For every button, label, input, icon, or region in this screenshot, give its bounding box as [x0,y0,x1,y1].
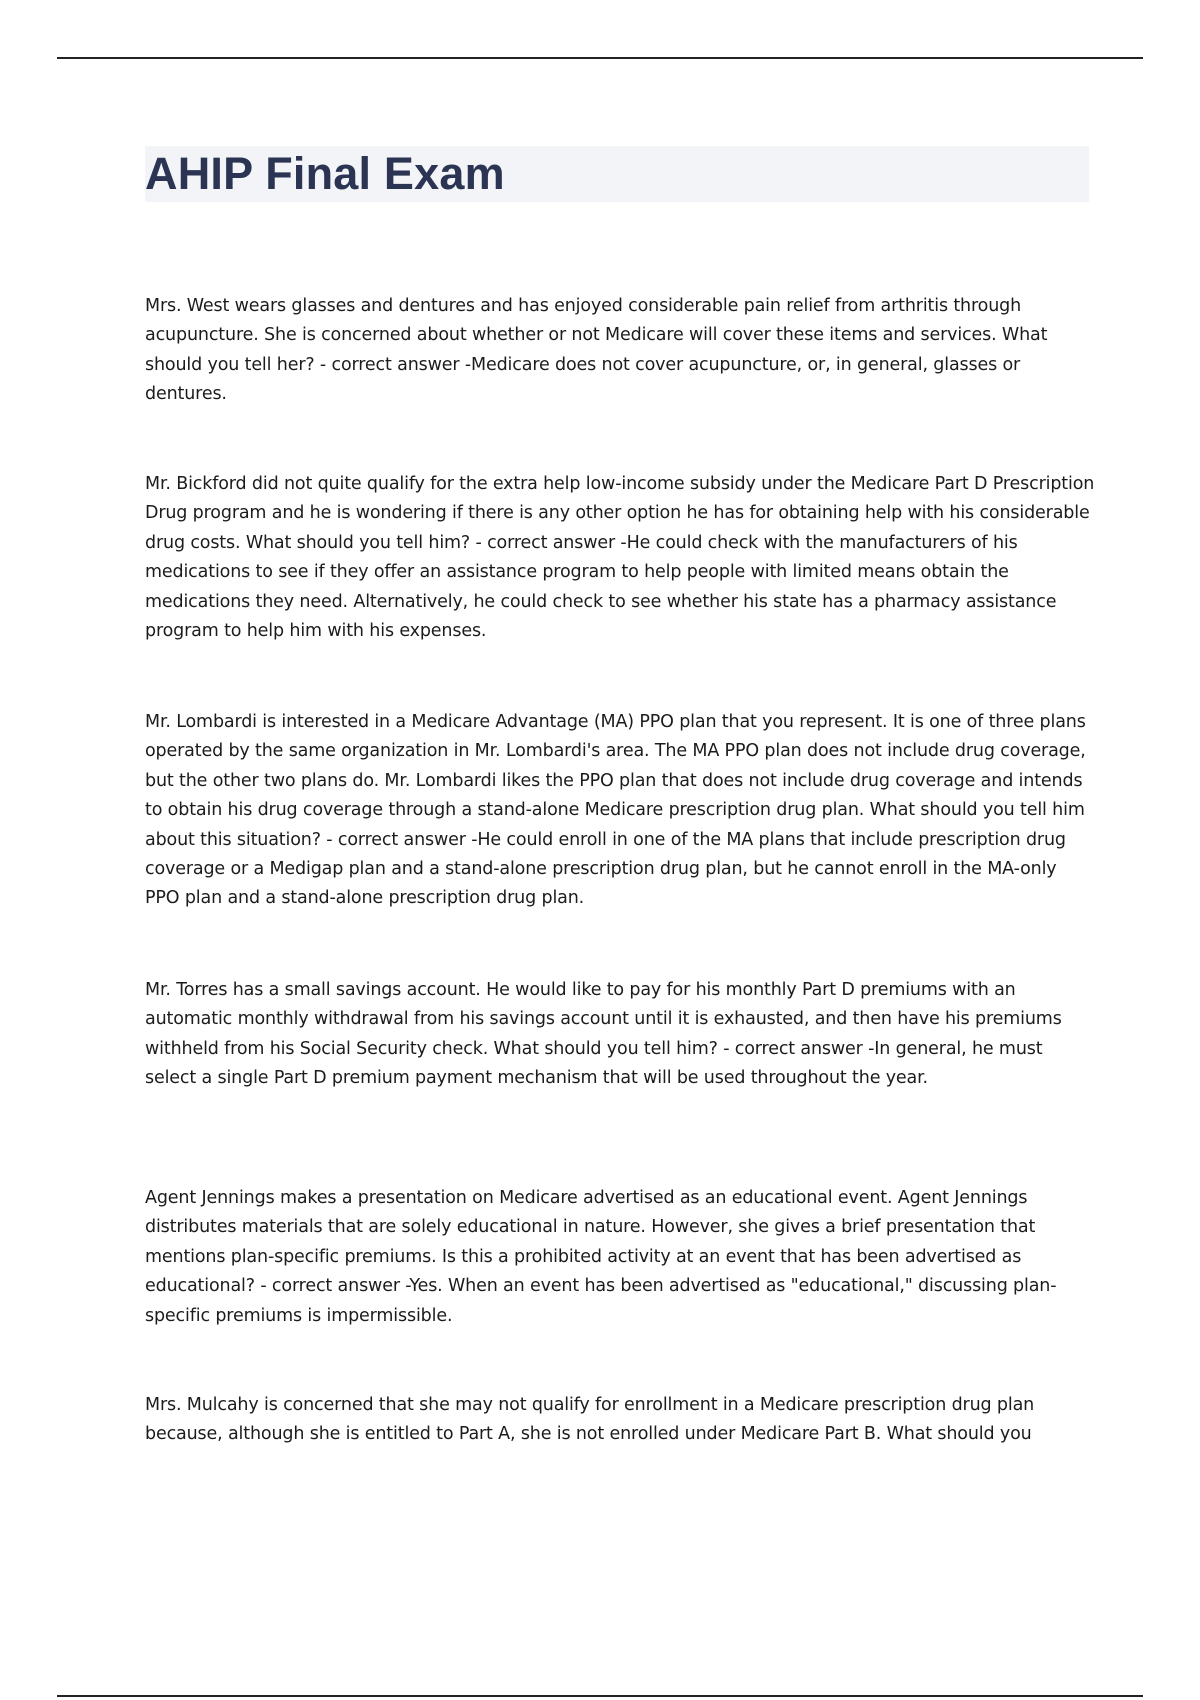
answer-text: In general, he must select a single Part D premium payment mechanism that will be used throughout the year. [145,1038,1043,1089]
answer-separator: - correct answer - [717,1038,875,1059]
question-text: Agent Jennings makes a presentation on Medicare advertised as an educational event. Agent Jennings distributes materials that are solely educational in nature. However, she gives a brief presentation that mentions plan-specific premiums. Is this a prohibited activity at an event that has been advertised as educational? [145,1188,1036,1297]
answer-text: Yes. When an event has been advertised as "educational," discussing plan-specific premiums is impermissible. [145,1276,1057,1326]
qa-item [145,1391,1095,1450]
question-text: Mr. Bickford did not quite qualify for the extra help low-income subsidy under the Medicare Part D Prescription Drug program and he is wondering if there is any other option he has for obtaining help with his considerable drug costs. What should you tell him? [145,474,1095,553]
answer-text: He could check with the manufacturers of his medications to see if they offer an assistance program to help people with limited means obtain the medications they need. Alternatively, he could check to see whether his state has a pharmacy assistance program to help him with his expenses. [145,532,1057,642]
page-title: AHIP Final Exam [145,148,505,199]
question-text: Mrs. West wears glasses and dentures and has enjoyed considerable pain relief from arthritis through acupuncture. She is concerned about whether or not Medicare will cover these items and services. What should you tell her? [145,296,1048,375]
qa-item [145,470,1095,646]
top-rule [57,57,1143,59]
qa-item [145,708,1095,914]
answer-separator: - correct answer - [314,354,472,375]
question-text: Mr. Torres has a small savings account. He would like to pay for his monthly Part D premiums with an automatic monthly withdrawal from his savings account until it is exhausted, and then have his premiums withheld from his Social Security check. What should you tell him? [145,980,1062,1059]
question-text: Mr. Lombardi is interested in a Medicare Advantage (MA) PPO plan that you represent. It is one of three plans operated by the same organization in Mr. Lombardi's area. The MA PPO plan does not include drug coverage, but the other two plans do. Mr. Lombardi likes the PPO plan that does not include drug coverage and intends to obtain his drug coverage through a stand-alone Medicare prescription drug plan. What should you tell him about this situation? [145,712,1086,850]
qa-item [145,976,1095,1094]
answer-separator: - correct answer - [254,1276,410,1297]
answer-text: Medicare does not cover acupuncture, or, in general, glasses or dentures. [145,354,1021,405]
question-text: Mrs. Mulcahy is concerned that she may not qualify for enrollment in a Medicare prescription drug plan because, although she is entitled to Part A, she is not enrolled under Medicare Part B. What should you [145,1395,1035,1445]
answer-text: He could enroll in one of the MA plans that include prescription drug coverage or a Medigap plan and a stand-alone prescription drug plan, but he cannot enroll in the MA-only PPO plan and a stand-alone prescription drug plan. [145,829,1066,909]
answer-separator: - correct answer - [320,829,478,850]
answer-separator: - correct answer - [470,532,627,553]
bottom-rule [57,1695,1143,1697]
qa-item [145,1184,1095,1331]
qa-item [145,292,1095,410]
